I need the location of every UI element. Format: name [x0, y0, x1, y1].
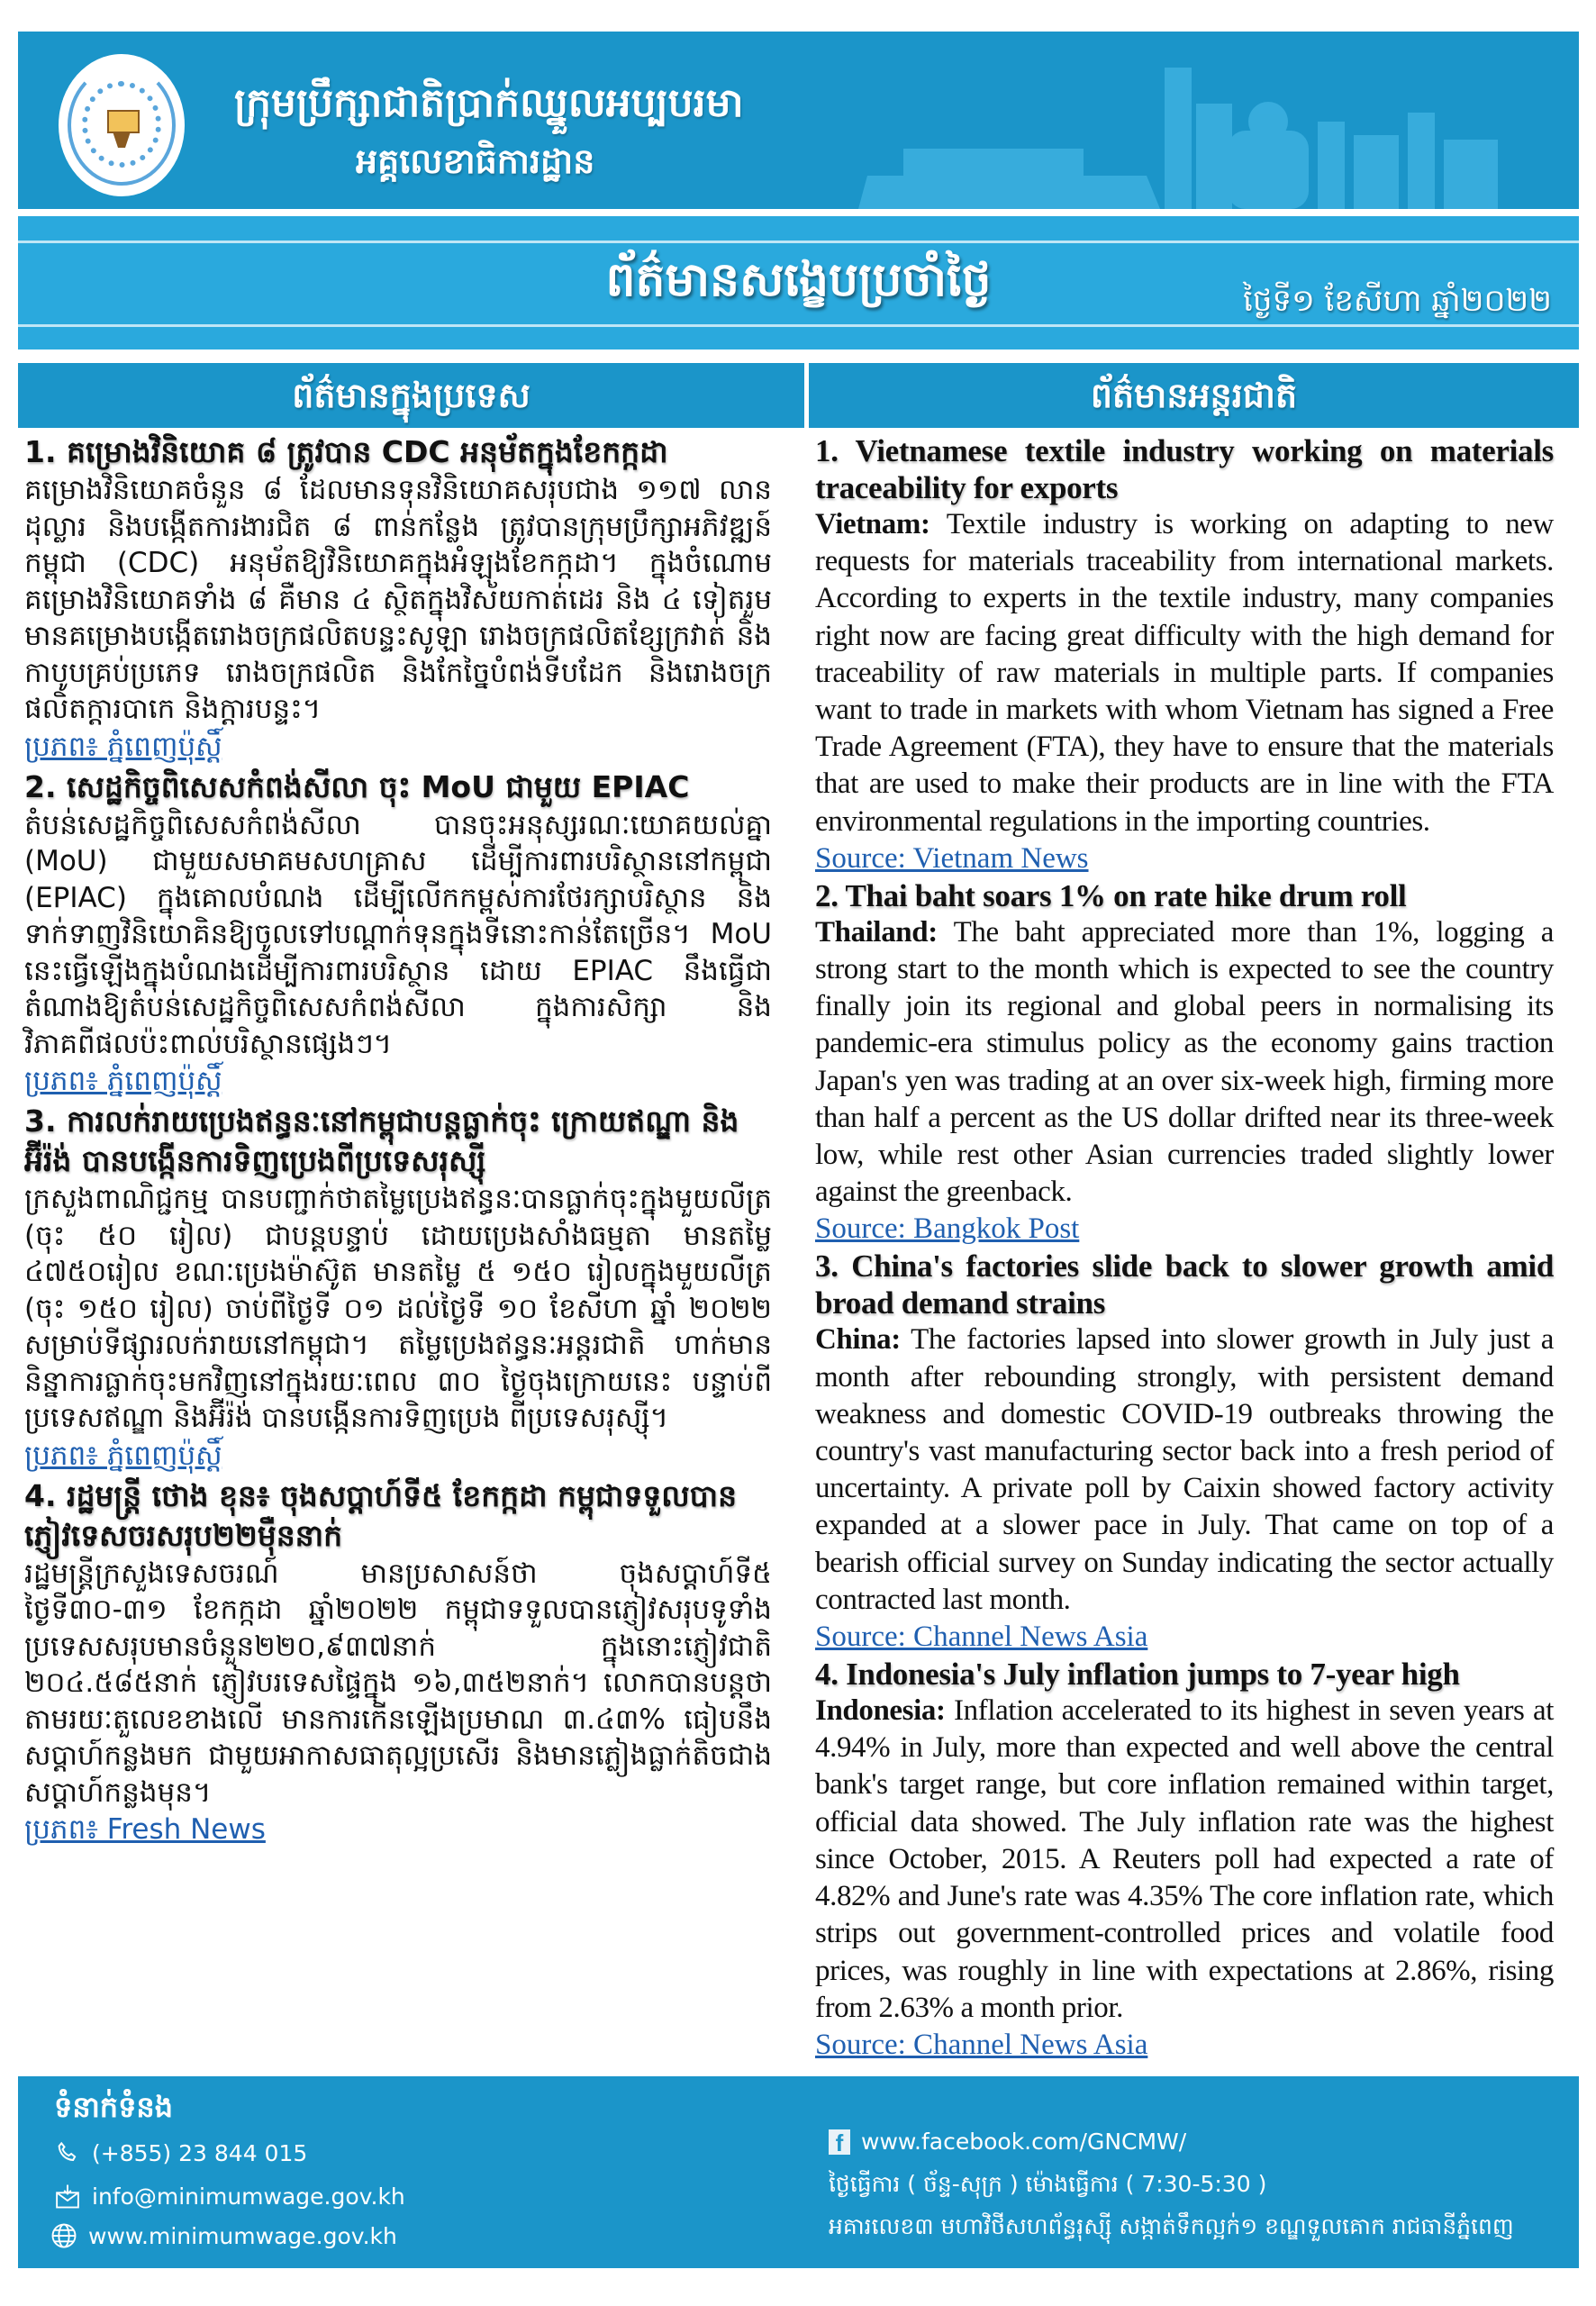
phone-number[interactable]: (+855) 23 844 015: [92, 2139, 308, 2166]
section-header-international-news: ព័ត៌មានអន្តរជាតិ: [809, 363, 1579, 428]
story-country: Thailand:: [815, 915, 938, 949]
contact-website: [50, 2222, 397, 2249]
story-source-link[interactable]: ប្រភព៖ ភ្នំពេញប៉ុស្តិ៍: [24, 1065, 222, 1097]
story-body: គម្រោងវិនិយោគចំនួន ៨ ដែលមានទុនវិនិយោគសរុបជាង ១១៧ លានដុល្លារ និងបង្កើតការងារជិត ៨ ពាន់កន្លែង ត្រូវបានក្រុមប្រឹក្សាអភិវឌ្ឍន៍កម្ពុជា (CDC) អនុម័តឱ្យវិនិយោគក្នុងអំឡុងខែកក្កដា។ ក្នុងចំណោមគម្រោងវិនិយោគទាំង ៨ គឺមាន ៤ ស្ថិតក្នុងវិស័យកាត់ដេរ និង ៤ ទៀតរួមមានគម្រោងបង្កើតរោងចក្រផលិតបន្ទះសូឡា រោងចក្រផលិតខ្សែក្រវាត់ និងកាបូបគ្រប់ប្រភេទ រោងចក្រផលិត និងកែច្នៃបំពង់ទីបដែក និងរោងចក្រផលិតក្តារបាកេ និងក្តារបន្ទះ។: [24, 474, 772, 725]
office-hours: ថ្ងៃធ្វើការ ( ច័ន្ទ-សុក្រ ) ម៉ោងធ្វើការ ( 7:30-5:30 ): [829, 2171, 1267, 2197]
story-title: 1. Vietnamese textile industry working on materials traceability for exports: [815, 433, 1554, 505]
story-body: តំបន់សេដ្ឋកិច្ចពិសេសកំពង់សីលា បានចុះអនុស្សរណៈយោគយល់គ្នា (MoU) ជាមួយសមាគមសហគ្រាស ដើម្បីការពារបរិស្ថាននៅកម្ពុជា (EPIAC) ក្នុងគោលបំណង ដើម្បីលើកកម្ពស់ការថែរក្សាបរិស្ថាន និងទាក់ទាញវិនិយោគិនឱ្យចូលទៅបណ្តាក់ទុនក្នុងទីនោះកាន់តែច្រើន។ MoU នេះធ្វើឡើងក្នុងបំណងដើម្បីការពារបរិស្ថាន ដោយ EPIAC នឹងធ្វើជាតំណាងឱ្យតំបន់សេដ្ឋកិច្ចពិសេសកំពង់សីលា ក្នុងការសិក្សា និងវិភាគពីផលប៉ះពាល់បរិស្ថានផ្សេងៗ។: [24, 808, 772, 1060]
email-link[interactable]: info@minimumwage.gov.kh: [92, 2183, 405, 2210]
title-band: [18, 216, 1579, 350]
contact-phone: [54, 2139, 307, 2166]
news-story: [815, 1248, 1554, 1656]
news-story: [24, 767, 772, 1103]
issue-date: ថ្ងៃទី១ ខែសីហា ឆ្នាំ២០២២: [1243, 283, 1552, 319]
story-text: The baht appreciated more than 1%, logging a strong start to the month which is expected to see the country finally join its regional and global peers in normalising its pandemic-era stimulus policy as the economy gains traction Japan's yen was trading at an over six-week high, firming more than half a percent as the US dollar drifted near its three-week low, while rest other Asian currencies traded slightly lower against the greenback.: [815, 915, 1554, 1209]
story-title: 1. គម្រោងវិនិយោគ ៨ ត្រូវបាន CDC អនុម័តក្នុងខែកក្កដា: [24, 434, 668, 469]
story-title: 4. រដ្ឋមន្ត្រី ថោង ខុន៖ ចុងសប្តាហ៍ទី៥ ខែកក្កដា កម្ពុជាទទួលបានភ្ញៀវទេសចរសរុប២២ម៉ឺននាក់: [24, 1477, 738, 1553]
facebook-link[interactable]: www.facebook.com/GNCMW/: [861, 2129, 1187, 2155]
story-title: 2. Thai baht soars 1% on rate hike drum roll: [815, 877, 1407, 913]
news-story: [24, 1102, 772, 1476]
story-title: 3. China's factories slide back to slower growth amid broad demand strains: [815, 1248, 1554, 1321]
story-body: [815, 1693, 1554, 2027]
story-title: 4. Indonesia's July inflation jumps to 7-year high: [815, 1657, 1460, 1693]
story-source-link[interactable]: Source: Vietnam News: [815, 841, 1089, 875]
story-source-link[interactable]: ប្រភព៖ Fresh News: [24, 1813, 266, 1846]
news-story: [24, 432, 772, 767]
email-icon: [54, 2183, 81, 2210]
news-story: [815, 1656, 1554, 2064]
story-text: The factories lapsed into slower growth in July just a month after rebounding strongly, with persistent demand weakness and domestic COVID-19 outbreaks throwing the country's vast manufacturing sector back into a fresh period of uncertainty. A private poll by Caixin showed factory activity expanded at a slower pace in July. That came on top of a bearish official survey on Sunday indicating the sector actually contracted last month.: [815, 1323, 1554, 1616]
story-source-link[interactable]: ប្រភព៖ ភ្នំពេញប៉ុស្តិ៍: [24, 730, 222, 763]
website-link[interactable]: www.minimumwage.gov.kh: [88, 2222, 397, 2249]
news-story: [815, 432, 1554, 877]
phone-icon: [54, 2139, 81, 2166]
local-news-column: [24, 432, 772, 1850]
story-body: រដ្ឋមន្ត្រីក្រសួងទេសចរណ៍ មានប្រសាសន៍ថា ចុងសប្តាហ៍ទី៥ ថ្ងៃទី៣០-៣១ ខែកក្កដា ឆ្នាំ២០២២ កម្ពុជាទទួលបានភ្ញៀវសរុបទូទាំងប្រទេសសរុបមានចំនួន២២០,៩៣៧នាក់ ក្នុងនោះភ្ញៀវជាតិ ២០៤.៥៨៥នាក់ ភ្ញៀវបរទេសផ្ទៃក្នុង ១៦,៣៥២នាក់។ លោកបានបន្តថា តាមរយៈតួលេខខាងលើ មានការកើនឡើងប្រមាណ ៣.៤៣% ធៀបនឹងសប្តាហ៍កន្លងមក ជាមួយអាកាសធាតុល្អប្រសើរ និងមានភ្លៀងធ្លាក់តិចជាងសប្តាហ៍កន្លងមុន។: [24, 1557, 772, 1809]
contact-footer: [18, 2076, 1579, 2268]
story-body: [815, 914, 1554, 1212]
page-title: ព័ត៌មានសង្ខេបប្រចាំថ្ងៃ: [605, 253, 992, 307]
story-country: Indonesia:: [815, 1694, 946, 1728]
story-country: China:: [815, 1323, 901, 1357]
story-source-link[interactable]: Source: Bangkok Post: [815, 1212, 1080, 1246]
organization-subtitle: អគ្គលេខាធិការដ្ឋាន: [356, 141, 595, 181]
divider: [18, 241, 1579, 243]
story-text: Inflation accelerated to its highest in seven years at 4.94% in July, more than expected and well above the central bank's target range, but core inflation remained within target, official data showed. The July inflation rate was the highest since October, 2015. A Reuters poll had expected a rate of 4.82% and June's rate was 4.35% The core inflation rate, which strips out government-controlled prices and volatile food prices, was roughly in line with expectations at 2.86%, rising from 2.63% a month prior.: [815, 1694, 1554, 2024]
section-header-local-news: ព័ត៌មានក្នុងប្រទេស: [18, 363, 804, 428]
office-address: អគារលេខ៣ មហាវិថីសហព័ន្ធរុស្ស៊ី សង្កាត់ទឹកល្អក់១ ខណ្ឌទួលគោក រាជធានីភ្នំពេញ: [829, 2213, 1514, 2239]
ministry-seal-icon: [59, 54, 185, 196]
story-title: 2. សេដ្ឋកិច្ចពិសេសកំពង់សីលា ចុះ MoU ជាមួយ EPIAC: [24, 768, 690, 804]
story-body: ក្រសួងពាណិជ្ជកម្ម បានបញ្ជាក់ថាតម្លៃប្រេងឥន្ធនៈបានធ្លាក់ចុះក្នុងមួយលីត្រ (ចុះ ៥០ រៀល) ជាបន្តបន្ទាប់ ដោយប្រេងសាំងធម្មតា មានតម្លៃ ៤៧៥០រៀល ខណៈប្រេងម៉ាស៊ូត មានតម្លៃ ៥ ១៥០ រៀលក្នុងមួយលីត្រ (ចុះ ១៥០ រៀល) ចាប់ពីថ្ងៃទី ០១ ដល់ថ្ងៃទី ១០ ខែសីហា ឆ្នាំ ២០២២ សម្រាប់ទីផ្សារលក់រាយនៅកម្ពុជា។ តម្លៃប្រេងឥន្ធនៈអន្តរជាតិ ហាក់មាននិន្នាការធ្លាក់ចុះមកវិញនៅក្នុងរយៈពេល ៣០ ថ្ងៃចុងក្រោយនេះ បន្ទាប់ពីប្រទេសឥណ្ឌា និងអ៊ីរ៉ង់ បានបង្កើនការទិញប្រេង ពីប្រទេសរុស្ស៊ី។: [24, 1183, 772, 1434]
globe-icon: [50, 2222, 77, 2249]
contact-title: ទំនាក់ទំនង: [54, 2090, 174, 2124]
news-story: [24, 1476, 772, 1851]
story-body: [815, 506, 1554, 840]
story-title: 3. ការលក់រាយប្រេងឥន្ធនៈនៅកម្ពុជាបន្តធ្លាក់ចុះ ក្រោយឥណ្ឌា និងអ៊ីរ៉ង់ បានបង្កើនការទិញប្រេងពីប្រទេសរុស្ស៊ី: [24, 1103, 739, 1178]
facebook-icon: f: [829, 2129, 850, 2155]
story-source-link[interactable]: Source: Channel News Asia: [815, 1621, 1148, 1654]
news-story: [815, 877, 1554, 1248]
contact-email: [54, 2183, 405, 2210]
masthead: [18, 32, 1579, 209]
contact-facebook: [829, 2129, 1186, 2155]
city-port-illustration: [849, 50, 1552, 209]
story-text: Textile industry is working on adapting to new requests for materials traceability from international markets. According to experts in the textile industry, many companies right now are facing great difficulty with the high demand for traceability of raw materials in multiple parts. If companies want to trade in markets with whom Vietnam has signed a Free Trade Agreement (FTA), they have to ensure that the materials that are used to make their products are in line with the FTA environmental regulations in the importing countries.: [815, 508, 1554, 838]
organization-name: ក្រុមប្រឹក្សាជាតិប្រាក់ឈ្នួលអប្បបរមា: [234, 80, 744, 126]
story-source-link[interactable]: ប្រភព៖ ភ្នំពេញប៉ុស្តិ៍: [24, 1439, 222, 1472]
story-country: Vietnam:: [815, 508, 930, 540]
story-body: [815, 1321, 1554, 1619]
story-source-link[interactable]: Source: Channel News Asia: [815, 2028, 1148, 2061]
international-news-column: [815, 432, 1554, 2064]
